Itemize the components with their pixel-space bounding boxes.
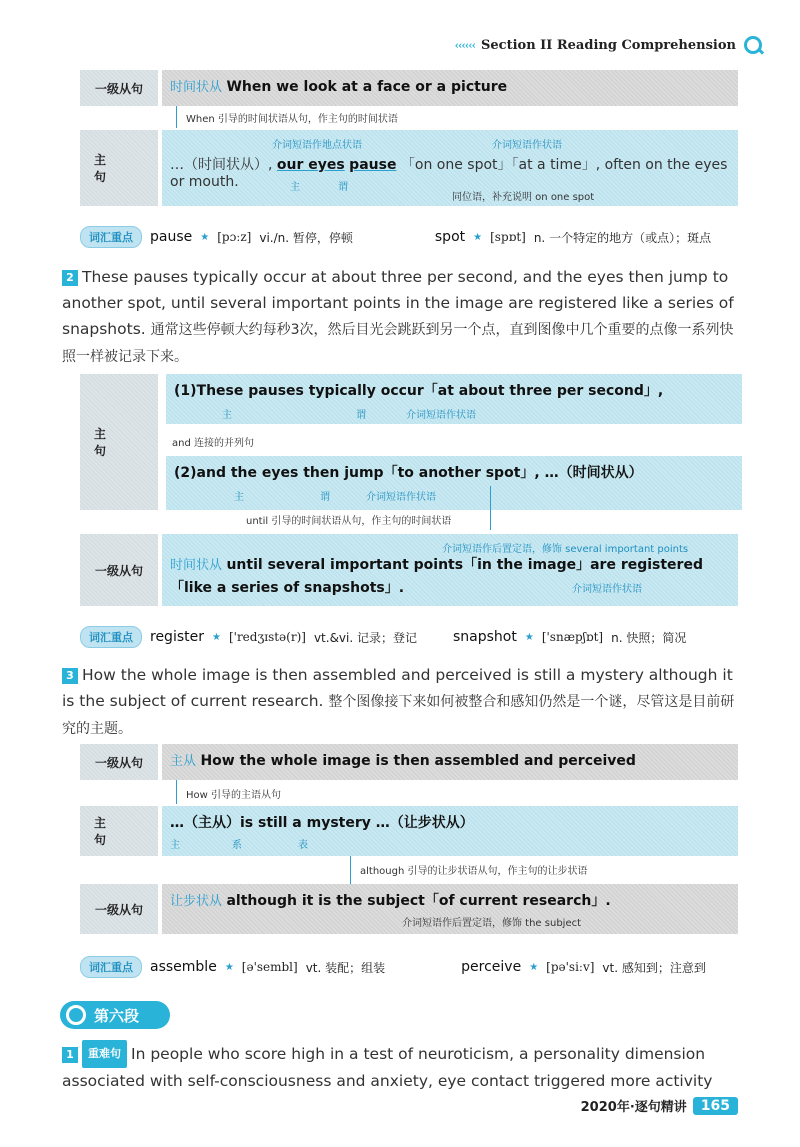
chinese-translation: 整个图像接下来如何被整合和感知仍然是一个谜，尽管这是目前研究的主题。 bbox=[62, 694, 735, 737]
predicate-text: pause bbox=[349, 157, 397, 173]
paragraph-3 bbox=[62, 662, 742, 742]
vocab-phonetic: [pɔːz] bbox=[217, 230, 252, 244]
row-label: 主 句 bbox=[80, 374, 158, 510]
clause-text: When we look at a face or a picture bbox=[226, 79, 508, 95]
grammar-note: How 引导的主语从句 bbox=[186, 790, 281, 801]
predicate-mark: 谓 bbox=[356, 410, 366, 421]
clause-text: until several important points「in the image」are registered「like a series of snapshots」. bbox=[170, 557, 703, 596]
vocab-definition: vt. 感知到；注意到 bbox=[602, 960, 706, 975]
chinese-translation: 通常这些停顿大约每秒3次，然后目光会跳跃到另一个点，直到图像中几个重要的点像一系列快照一样被记录下来。 bbox=[62, 322, 734, 365]
page-header bbox=[455, 36, 762, 54]
connector-line bbox=[176, 780, 177, 804]
row-content bbox=[162, 534, 738, 606]
vocab-definition: vt.&vi. 记录；登记 bbox=[313, 630, 417, 645]
mini-note: 介词短语作后置定语，修饰 several important points bbox=[442, 544, 689, 555]
clause-text: although it is the subject「of current research」. bbox=[226, 893, 611, 909]
star-icon: ★ bbox=[473, 231, 483, 243]
star-icon: ★ bbox=[224, 961, 234, 973]
predicate-mark: 谓 bbox=[320, 492, 330, 503]
analysis-row bbox=[80, 534, 738, 606]
vocab-phonetic: [pə'siːv] bbox=[546, 960, 595, 974]
row-label: 一级从句 bbox=[80, 534, 158, 606]
subject-mark: 主 bbox=[234, 492, 244, 503]
predicative-mark: 表 bbox=[298, 840, 308, 851]
difficult-sentence-tag: 重难句 bbox=[82, 1040, 127, 1068]
row-content bbox=[166, 374, 742, 424]
star-icon: ★ bbox=[529, 961, 539, 973]
star-icon: ★ bbox=[524, 631, 534, 643]
paragraph-6-1 bbox=[62, 1040, 742, 1094]
mini-note: 介词短语作状语 bbox=[572, 584, 642, 595]
grammar-note: When 引导的时间状语从句，作主句的时间状语 bbox=[186, 114, 398, 125]
clause-text: (2)and the eyes then jump「to another spot」, …（时间状从） bbox=[174, 465, 643, 481]
vocab-badge: 词汇重点 bbox=[80, 626, 142, 648]
row-label: 一级从句 bbox=[80, 744, 158, 780]
grammar-note: although 引导的让步状语从句，作主句的让步状语 bbox=[360, 866, 588, 877]
page-footer bbox=[581, 1096, 738, 1115]
english-text: How the whole image is then assembled and perceived is still a mystery although it is the subject of current research. bbox=[62, 666, 733, 710]
subject-mark: 主 bbox=[170, 840, 180, 851]
analysis-row bbox=[80, 744, 738, 780]
paragraph-number: 1 bbox=[62, 1047, 78, 1063]
row-content bbox=[166, 456, 742, 510]
vocab-phonetic: [spɒt] bbox=[490, 230, 526, 244]
mini-note: 介词短语作状语 bbox=[492, 140, 562, 151]
mini-note: 介词短语作状语 bbox=[366, 492, 436, 503]
row-label: 主 句 bbox=[80, 806, 158, 856]
clause-text: How the whole image is then assembled and perceived bbox=[200, 753, 636, 769]
vocab-row bbox=[80, 226, 711, 248]
vocab-definition: n. 快照；简况 bbox=[611, 630, 687, 645]
copula-mark: 系 bbox=[232, 840, 242, 851]
row-content bbox=[162, 130, 738, 206]
analysis-row bbox=[80, 130, 738, 206]
grammar-note: until 引导的时间状语从句，作主句的时间状语 bbox=[246, 516, 452, 527]
row-content bbox=[162, 70, 738, 106]
vocab-row bbox=[80, 626, 686, 648]
english-text: In people who score high in a test of neuroticism, a personality dimension associated with self-consciousness and anxiety, eye contact triggered more activity bbox=[62, 1045, 713, 1090]
row-label: 一级从句 bbox=[80, 70, 158, 106]
connector-line bbox=[350, 856, 351, 884]
vocab-definition: vi./n. 暂停，停顿 bbox=[259, 230, 353, 245]
analysis-row bbox=[80, 70, 738, 106]
section-title: 第六段 bbox=[94, 1006, 140, 1025]
vocab-word: snapshot bbox=[453, 629, 517, 645]
subject-text: our eyes bbox=[276, 157, 345, 173]
subject-mark: 主 bbox=[290, 182, 300, 193]
mini-note: 介词短语作后置定语，修饰 the subject bbox=[402, 918, 582, 929]
clause-text: …（时间状从）, bbox=[170, 157, 277, 173]
subject-mark: 主 bbox=[222, 410, 232, 421]
analysis-row bbox=[80, 884, 738, 934]
vocab-word: perceive bbox=[461, 959, 522, 975]
vocab-badge: 词汇重点 bbox=[80, 956, 142, 978]
predicate-mark: 谓 bbox=[338, 182, 348, 193]
grammar-note: 同位语，补充说明 on one spot bbox=[452, 192, 595, 203]
search-ring-icon bbox=[66, 1005, 86, 1025]
vocab-definition: n. 一个特定的地方（或点）；斑点 bbox=[533, 230, 712, 245]
english-text: These pauses typically occur at about three per second, and the eyes then jump to another spot, until several important points in the image are registered like a series of snapshots. bbox=[62, 268, 734, 338]
paragraph-2 bbox=[62, 264, 742, 370]
clause-tag: 让步状从 bbox=[170, 894, 223, 909]
page-number: 165 bbox=[693, 1097, 738, 1115]
paragraph-number: 3 bbox=[62, 668, 78, 684]
footer-label: 2020年·逐句精讲 bbox=[580, 1100, 687, 1115]
clause-text: (1)These pauses typically occur「at about three per second」, bbox=[174, 383, 664, 399]
connector-line bbox=[176, 106, 177, 128]
vocab-row bbox=[80, 956, 706, 978]
mini-note: 介词短语作状语 bbox=[406, 410, 476, 421]
clause-tag: 时间状从 bbox=[170, 558, 223, 573]
vocab-word: register bbox=[150, 629, 204, 645]
clause-text: 「on one spot」「at a time」, often on the eyes or mouth. bbox=[170, 157, 728, 190]
connector-line bbox=[490, 486, 491, 530]
vocab-phonetic: [ə'sembl] bbox=[241, 960, 298, 974]
clause-tag: 时间状从 bbox=[170, 80, 223, 95]
section-heading bbox=[60, 1001, 170, 1029]
mini-note: 介词短语作地点状语 bbox=[272, 140, 362, 151]
vocab-phonetic: ['redʒɪstə(r)] bbox=[228, 630, 306, 644]
vocab-word: spot bbox=[434, 229, 466, 245]
paragraph-number: 2 bbox=[62, 270, 78, 286]
vocab-badge: 词汇重点 bbox=[80, 226, 142, 248]
vocab-definition: vt. 装配；组装 bbox=[305, 960, 386, 975]
row-label: 一级从句 bbox=[80, 884, 158, 934]
search-ring-icon bbox=[744, 36, 762, 54]
clause-text: …（主从）is still a mystery …（让步状从） bbox=[170, 815, 474, 831]
section-title: Section II Reading Comprehension bbox=[481, 37, 736, 53]
vocab-phonetic: ['snæpʃɒt] bbox=[541, 630, 604, 644]
row-content bbox=[162, 806, 738, 856]
row-content bbox=[162, 744, 738, 780]
vocab-word: assemble bbox=[150, 959, 217, 975]
clause-tag: 主从 bbox=[170, 754, 197, 769]
arrows-icon: ‹‹‹‹‹‹ bbox=[454, 38, 475, 52]
vocab-word: pause bbox=[150, 229, 193, 245]
row-content bbox=[162, 884, 738, 934]
grammar-note: and 连接的并列句 bbox=[172, 438, 254, 449]
row-label: 主 句 bbox=[80, 130, 158, 206]
star-icon: ★ bbox=[212, 631, 221, 643]
analysis-row bbox=[80, 374, 738, 510]
analysis-row bbox=[80, 806, 738, 856]
star-icon: ★ bbox=[200, 231, 210, 243]
